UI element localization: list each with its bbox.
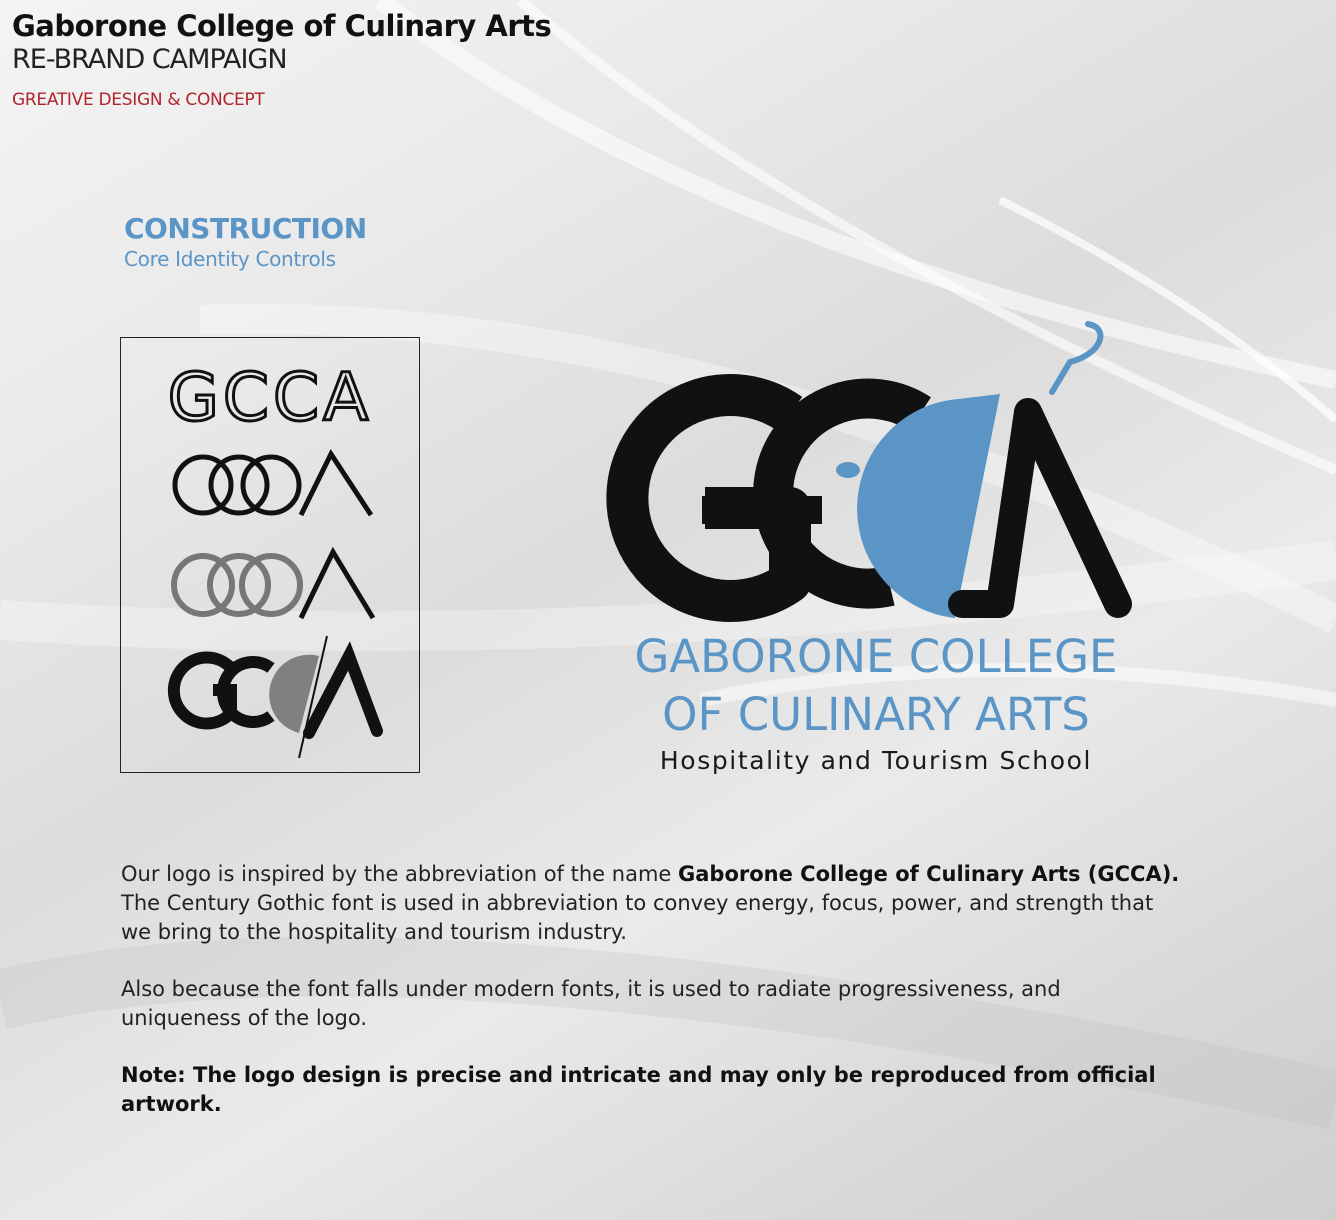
section-subtitle: Core Identity Controls (124, 247, 336, 271)
description-rest: The Century Gothic font is used in abbreviation to convey energy, focus, power, and strength that we bring to the hospitality and tourism industry. (121, 891, 1154, 944)
construction-step-1: GCCA (167, 359, 373, 436)
gcca-logo-mark (590, 318, 1160, 628)
usage-note-text: Note: The logo design is precise and intricate and may only be reproduced from official artwork. (121, 1063, 1156, 1116)
construction-step-4 (174, 636, 377, 758)
description-intro: Our logo is inspired by the abbreviation of the name (121, 862, 678, 886)
construction-step-3 (174, 552, 373, 618)
logo-name-line-1: GABORONE COLLEGE (634, 630, 1118, 683)
description-paragraph-1 (121, 860, 1181, 947)
construction-step-2 (175, 454, 371, 515)
page-subtitle: RE-BRAND CAMPAIGN (12, 44, 287, 75)
description-college-name: Gaborone College of Culinary Arts (GCCA). (678, 862, 1180, 886)
section-title: CONSTRUCTION (124, 212, 367, 245)
page-header (12, 8, 551, 110)
description-block (121, 860, 1181, 1147)
logo-school-line: Hospitality and Tourism School (659, 746, 1093, 775)
construction-steps (121, 338, 419, 772)
logo-wordmark (596, 628, 1156, 775)
construction-panel (120, 337, 420, 773)
logo-name-line-2: OF CULINARY ARTS (662, 688, 1090, 741)
section-heading (124, 212, 367, 271)
page-tagline: GREATIVE DESIGN & CONCEPT (12, 90, 265, 110)
description-paragraph-2: Also because the font falls under modern fonts, it is used to radiate progressiveness, and uniqueness of the logo. (121, 977, 1061, 1030)
page-title: Gaborone College of Culinary Arts (12, 9, 552, 43)
usage-note (121, 1061, 1181, 1119)
